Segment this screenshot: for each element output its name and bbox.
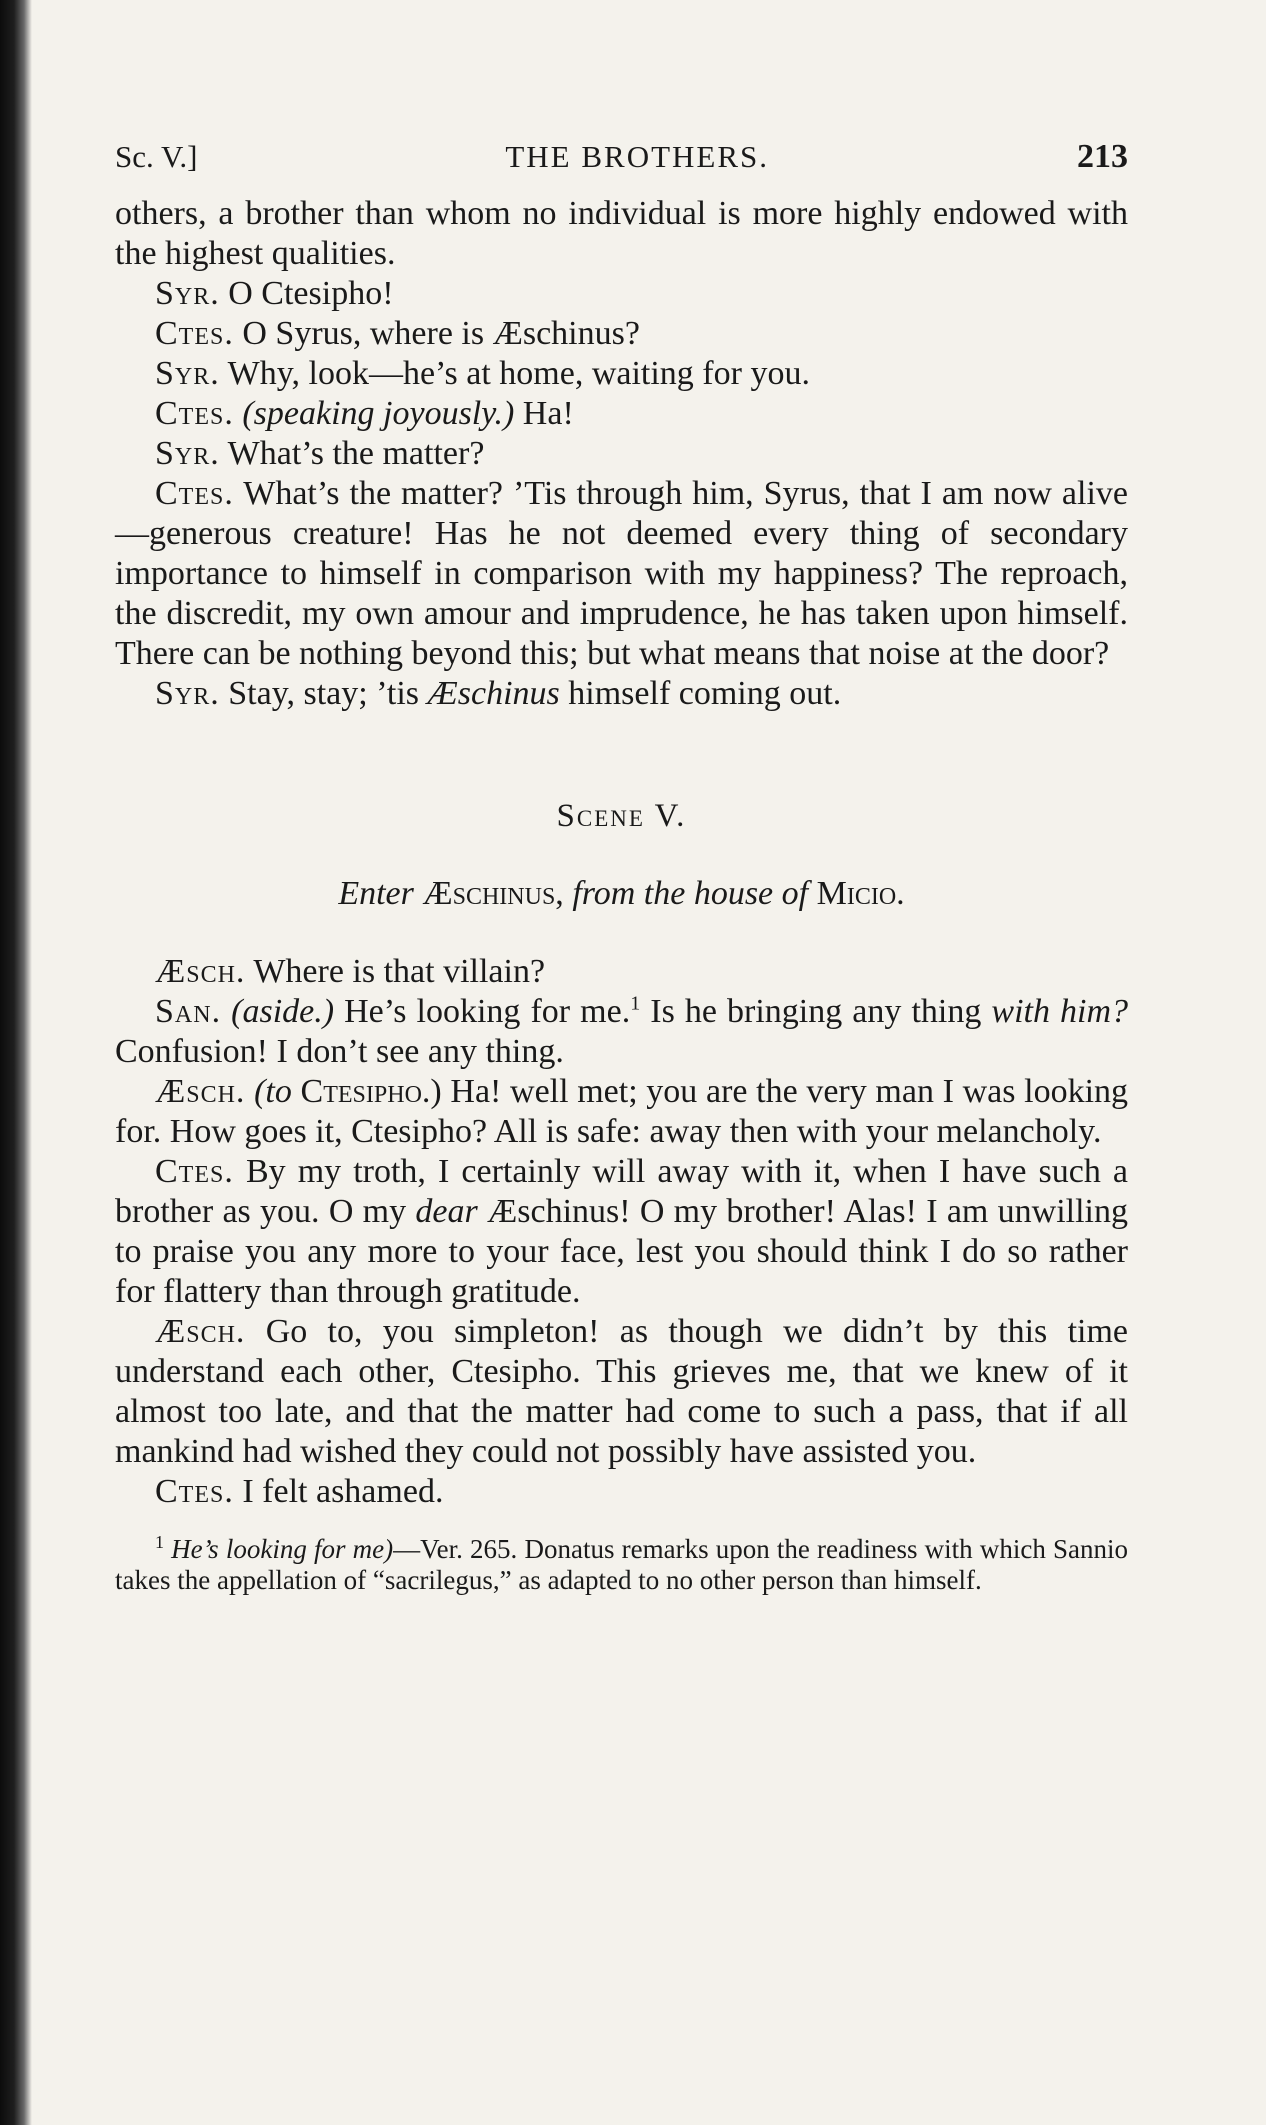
section-marker: Sc. V.] — [115, 139, 198, 174]
speech-text: What’s the matter? ’Tis through him, Syrus, that I am now alive—generous creature! Has he not deemed every thing of secondary importance to himself in comparison with my happiness? The reproach, the discredit, my own amour and imprudence, he has taken upon himself. There can be nothing beyond this; but what means that noise at the door? — [115, 475, 1128, 672]
house-owner: Micio. — [816, 875, 905, 912]
speech-text-italic: Æschinus — [427, 675, 560, 712]
dialogue-line — [115, 1312, 1128, 1472]
book-title: THE BROTHERS. — [505, 139, 770, 174]
page-number: 213 — [1077, 138, 1128, 175]
speech-text: O Syrus, where is Æschinus? — [242, 315, 640, 352]
dialogue-line — [115, 674, 1128, 714]
speech-text: O Ctesipho! — [228, 275, 394, 312]
stage-direction: (to — [254, 1073, 292, 1110]
speaker-name: Æsch. — [155, 953, 246, 990]
speech-text: himself coming out. — [568, 675, 842, 712]
speaker-name: Syr. — [155, 355, 220, 392]
speaker-name: Ctes. — [155, 475, 234, 512]
dialogue-line — [115, 1472, 1128, 1512]
dialogue-line — [115, 274, 1128, 314]
speech-text: Ha! well met; you are the very man I was looking for. How goes it, Ctesipho? All is safe: away then with your melancholy. — [115, 1073, 1129, 1150]
speech-text: I felt ashamed. — [242, 1473, 444, 1510]
dialogue-line — [115, 992, 1128, 1072]
speaker-name: Syr. — [155, 675, 220, 712]
speaker-name: Ctes. — [155, 1153, 234, 1190]
speech-text: He’s looking for me. — [344, 993, 631, 1030]
enter-word: Enter — [338, 875, 414, 912]
stage-direction-name: Ctesipho.) — [300, 1073, 442, 1110]
footnote-citation: He’s looking for me) — [171, 1534, 394, 1564]
book-binding-edge — [0, 0, 32, 2125]
speaker-name: Ctes. — [155, 1473, 234, 1510]
speech-text: Stay, stay; ’tis — [228, 675, 420, 712]
speaker-name: Ctes. — [155, 315, 234, 352]
running-head — [115, 138, 1128, 194]
speech-text: Where is that villain? — [253, 953, 546, 990]
footnote-number: 1 — [155, 1532, 164, 1552]
speech-text: Æschinus! O my brother! Alas! I am unwilling to praise you any more to your face, lest you should think I do so rather for flattery than through gratitude. — [115, 1193, 1128, 1310]
footnote — [115, 1534, 1128, 1596]
house-phrase: from the house of — [572, 875, 809, 912]
dialogue-line — [115, 354, 1128, 394]
dialogue-line — [115, 314, 1128, 354]
stage-direction: (speaking joyously.) — [242, 395, 515, 432]
speech-text-italic: dear — [415, 1193, 478, 1230]
footnote-text: —Ver. 265. Donatus remarks upon the readiness with which Sannio takes the appellation of “sacrilegus,” as adapted to no other person than himself. — [115, 1534, 1128, 1595]
speech-text-italic: with him? — [991, 993, 1129, 1030]
speaker-name: San. — [155, 993, 222, 1030]
speaker-name: Syr. — [155, 275, 220, 312]
dialogue-line — [115, 394, 1128, 434]
dialogue-line — [115, 1072, 1128, 1152]
speech-text: Ha! — [522, 395, 574, 432]
scene-heading: Scene V. — [556, 798, 687, 834]
speech-text: By my troth, I certainly will away with it, when I have such a brother as you. O my — [115, 1153, 1129, 1230]
dialogue-line — [115, 434, 1128, 474]
speech-text: Why, look—he’s at home, waiting for you. — [227, 355, 810, 392]
spacer — [115, 914, 1128, 952]
speech-text: What’s the matter? — [227, 435, 485, 472]
speech-text: Confusion! I don’t see any thing. — [115, 1033, 564, 1070]
stage-direction: (aside.) — [231, 993, 335, 1030]
speaker-name: Syr. — [155, 435, 220, 472]
dialogue-line — [115, 1152, 1128, 1312]
dialogue-line — [115, 952, 1128, 992]
speech-text: Go to, you simpleton! as though we didn’t by this time understand each other, Ctesipho. This grieves me, that we knew of it almost too late, and that the matter had come to such a pass, that if all mankind had wished they could not possibly have assisted you. — [115, 1313, 1128, 1470]
entrance-direction — [115, 874, 1128, 914]
entering-character: Æschinus, — [422, 875, 564, 912]
continued-paragraph: others, a brother than whom no individual is more highly endowed with the highest qualities. — [115, 195, 1128, 272]
speaker-name: Æsch. — [155, 1073, 246, 1110]
speech-text: Is he bringing any thing — [650, 993, 982, 1030]
speaker-name: Æsch. — [155, 1313, 246, 1350]
book-page — [115, 138, 1128, 1596]
footnote-reference[interactable]: 1 — [630, 992, 641, 1015]
speaker-name: Ctes. — [155, 395, 234, 432]
dialogue-line — [115, 474, 1128, 674]
